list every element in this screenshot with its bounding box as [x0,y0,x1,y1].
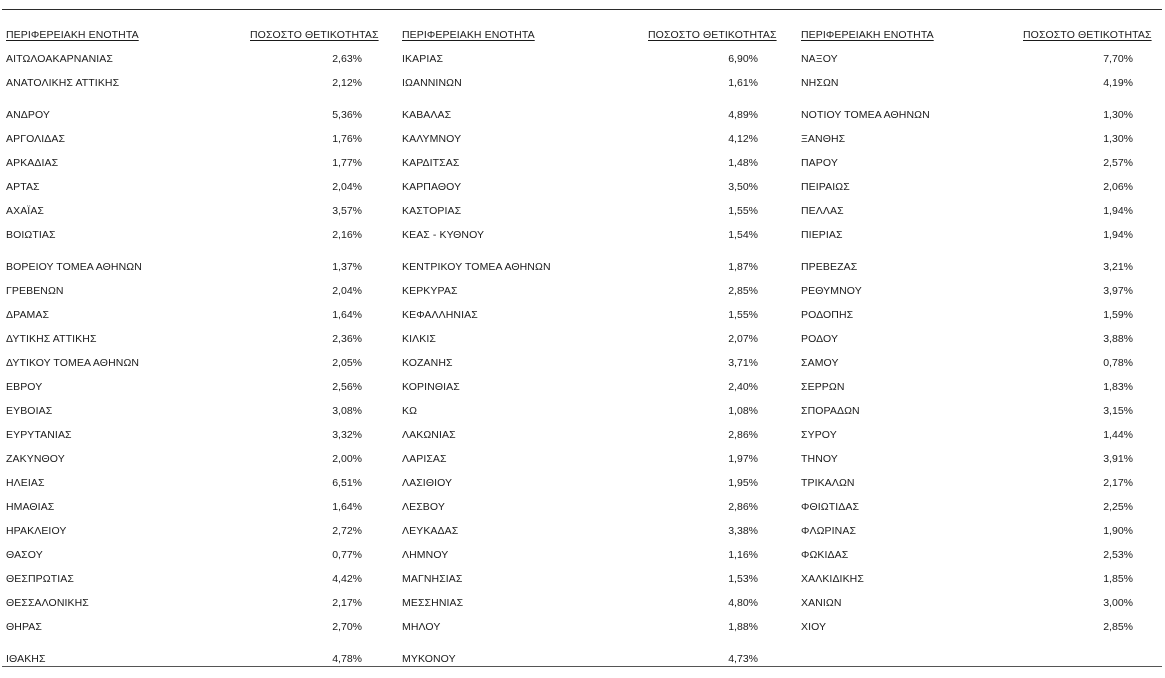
region-name: ΣΠΟΡΑΔΩΝ [801,405,860,417]
positivity-rate: 2,86% [728,501,758,513]
positivity-rate: 3,57% [332,205,362,217]
table-row [801,131,1133,147]
positivity-rate: 1,88% [728,621,758,633]
positivity-rate: 2,63% [332,53,362,65]
region-name: ΧΙΟΥ [801,621,827,633]
table-row [402,475,758,491]
table-row [6,499,362,515]
positivity-rate: 2,40% [728,381,758,393]
region-name: ΘΕΣΣΑΛΟΝΙΚΗΣ [6,597,89,609]
positivity-rate: 2,17% [332,597,362,609]
positivity-rate: 1,16% [728,549,758,561]
positivity-rate: 1,61% [728,77,758,89]
table-row [6,547,362,563]
table-row [402,227,758,243]
positivity-rate: 4,12% [728,133,758,145]
region-name: ΕΥΒΟΙΑΣ [6,405,53,417]
region-name: ΗΡΑΚΛΕΙΟΥ [6,525,67,537]
table-row [6,379,362,395]
table-row [801,75,1133,91]
table-row [402,107,758,123]
positivity-rate: 0,78% [1103,357,1133,369]
table-row [6,427,362,443]
positivity-rate: 1,44% [1103,429,1133,441]
positivity-rate: 1,77% [332,157,362,169]
header-region: ΠΕΡΙΦΕΡΕΙΑΚΗ ΕΝΟΤΗΤΑ [801,29,934,41]
region-name: ΡΕΘΥΜΝΟΥ [801,285,862,297]
region-name: ΔΥΤΙΚΟΥ ΤΟΜΕΑ ΑΘΗΝΩΝ [6,357,140,369]
table-row [801,331,1133,347]
table-row [402,451,758,467]
region-name: ΧΑΛΚΙΔΙΚΗΣ [801,573,864,585]
region-name: ΠΕΛΛΑΣ [801,205,844,217]
region-name: ΚΑΣΤΟΡΙΑΣ [402,205,462,217]
table-row [402,547,758,563]
region-name: ΔΥΤΙΚΗΣ ΑΤΤΙΚΗΣ [6,333,97,345]
positivity-rate: 1,64% [332,309,362,321]
region-name: ΙΩΑΝΝΙΝΩΝ [402,77,462,89]
positivity-rate: 1,08% [728,405,758,417]
table-row [801,451,1133,467]
table-row [402,595,758,611]
table-row [402,155,758,171]
positivity-rate: 1,87% [728,261,758,273]
positivity-rate: 3,21% [1103,261,1133,273]
header-positivity-rate: ΠΟΣΟΣΤΟ ΘΕΤΙΚΟΤΗΤΑΣ [250,29,379,41]
positivity-rate: 2,56% [332,381,362,393]
region-name: ΖΑΚΥΝΘΟΥ [6,453,65,465]
region-name: ΚΕΡΚΥΡΑΣ [402,285,458,297]
positivity-rate: 4,19% [1103,77,1133,89]
table-column-group-1 [6,27,379,665]
region-name: ΚΑΡΔΙΤΣΑΣ [402,157,460,169]
positivity-rate: 3,32% [332,429,362,441]
table-row [801,155,1133,171]
header-positivity-rate: ΠΟΣΟΣΤΟ ΘΕΤΙΚΟΤΗΤΑΣ [1023,29,1152,41]
positivity-rate: 2,00% [332,453,362,465]
region-name: ΑΧΑΪΑΣ [6,205,45,217]
region-name: ΒΟΡΕΙΟΥ ΤΟΜΕΑ ΑΘΗΝΩΝ [6,261,142,273]
region-name: ΚΕΑΣ - ΚΥΘΝΟΥ [402,229,485,241]
region-name: ΠΕΙΡΑΙΩΣ [801,181,850,193]
region-name: ΤΗΝΟΥ [801,453,838,465]
positivity-rate: 1,76% [332,133,362,145]
region-name: ΚΑΛΥΜΝΟΥ [402,133,462,145]
positivity-rate: 2,53% [1103,549,1133,561]
positivity-rate: 3,91% [1103,453,1133,465]
region-name: ΕΥΡΥΤΑΝΙΑΣ [6,429,72,441]
table-row [6,595,362,611]
positivity-rate: 2,57% [1103,157,1133,169]
region-name: ΛΕΣΒΟΥ [402,501,445,513]
table-row [6,475,362,491]
region-name: ΑΙΤΩΛΟΑΚΑΡΝΑΝΙΑΣ [6,53,113,65]
region-name: ΘΕΣΠΡΩΤΙΑΣ [6,573,74,585]
positivity-rate: 1,30% [1103,133,1133,145]
table-row [402,75,758,91]
positivity-rate: 1,59% [1103,309,1133,321]
table-row [402,131,758,147]
positivity-rate: 1,95% [728,477,758,489]
table-row [402,307,758,323]
table-row [801,547,1133,563]
region-name: ΘΗΡΑΣ [6,621,42,633]
table-row [6,571,362,587]
positivity-rate: 5,36% [332,109,362,121]
region-name: ΦΘΙΩΤΙΔΑΣ [801,501,860,513]
region-name: ΑΝΑΤΟΛΙΚΗΣ ΑΤΤΙΚΗΣ [6,77,120,89]
region-name: ΓΡΕΒΕΝΩΝ [6,285,64,297]
region-name: ΙΘΑΚΗΣ [6,653,46,665]
table-row [402,571,758,587]
region-name: ΑΡΓΟΛΙΔΑΣ [6,133,66,145]
positivity-rate: 3,38% [728,525,758,537]
table-row [6,75,362,91]
table-row [6,523,362,539]
table-row [801,379,1133,395]
table-row [801,475,1133,491]
positivity-rate: 1,94% [1103,229,1133,241]
region-name: ΛΑΣΙΘΙΟΥ [402,477,453,489]
region-name: ΜΗΛΟΥ [402,621,441,633]
region-name: ΠΑΡΟΥ [801,157,838,169]
table-row [402,331,758,347]
region-name: ΚΩ [402,405,418,417]
table-row [801,403,1133,419]
positivity-rate: 2,25% [1103,501,1133,513]
table-row [402,259,758,275]
table-row [801,51,1133,67]
positivity-rate: 1,53% [728,573,758,585]
region-name: ΕΒΡΟΥ [6,381,43,393]
positivity-rate: 2,05% [332,357,362,369]
region-name: ΝΗΣΩΝ [801,77,839,89]
table-bottom-rule [2,666,1162,667]
table-row [6,331,362,347]
positivity-rate: 4,78% [332,653,362,665]
positivity-rate: 1,64% [332,501,362,513]
header-positivity-rate: ΠΟΣΟΣΤΟ ΘΕΤΙΚΟΤΗΤΑΣ [648,29,777,41]
table-row [6,155,362,171]
positivity-rate: 1,97% [728,453,758,465]
positivity-rate: 0,77% [332,549,362,561]
table-row [402,355,758,371]
table-row [402,427,758,443]
positivity-rate: 4,73% [728,653,758,665]
table-top-rule [2,9,1162,10]
positivity-rate: 3,00% [1103,597,1133,609]
region-name: ΠΙΕΡΙΑΣ [801,229,843,241]
positivity-rate: 3,15% [1103,405,1133,417]
table-row [6,227,362,243]
table-row [801,571,1133,587]
header-region: ΠΕΡΙΦΕΡΕΙΑΚΗ ΕΝΟΤΗΤΑ [6,29,139,41]
positivity-rate: 4,42% [332,573,362,585]
positivity-rate: 1,90% [1103,525,1133,537]
region-name: ΛΗΜΝΟΥ [402,549,449,561]
table-row [6,651,362,667]
table-row [402,651,758,667]
region-name: ΛΑΚΩΝΙΑΣ [402,429,456,441]
table-row [801,107,1133,123]
positivity-rate: 3,71% [728,357,758,369]
table-row [402,523,758,539]
positivity-rate: 2,36% [332,333,362,345]
table-row [6,355,362,371]
region-name: ΛΕΥΚΑΔΑΣ [402,525,459,537]
positivity-rate: 1,55% [728,309,758,321]
table-row [6,451,362,467]
positivity-rate: 3,50% [728,181,758,193]
region-name: ΡΟΔΟΥ [801,333,839,345]
positivity-rate: 4,89% [728,109,758,121]
positivity-rate: 2,04% [332,285,362,297]
positivity-rate: 2,17% [1103,477,1133,489]
region-name: ΚΕΦΑΛΛΗΝΙΑΣ [402,309,478,321]
region-name: ΝΟΤΙΟΥ ΤΟΜΕΑ ΑΘΗΝΩΝ [801,109,930,121]
positivity-rate: 1,37% [332,261,362,273]
positivity-rate: 3,97% [1103,285,1133,297]
table-row [402,51,758,67]
table-row [402,283,758,299]
region-name: ΣΑΜΟΥ [801,357,839,369]
table-row [6,283,362,299]
region-name: ΚΕΝΤΡΙΚΟΥ ΤΟΜΕΑ ΑΘΗΝΩΝ [402,261,551,273]
table-row [801,227,1133,243]
region-name: ΗΜΑΘΙΑΣ [6,501,55,513]
table-row [801,355,1133,371]
table-row [402,499,758,515]
region-name: ΚΑΒΑΛΑΣ [402,109,452,121]
table-row [402,179,758,195]
region-name: ΑΝΔΡΟΥ [6,109,51,121]
positivity-rate: 2,72% [332,525,362,537]
table-row [402,403,758,419]
positivity-rate: 7,70% [1103,53,1133,65]
table-row [801,259,1133,275]
positivity-rate: 1,30% [1103,109,1133,121]
region-name: ΛΑΡΙΣΑΣ [402,453,447,465]
positivity-rate: 2,07% [728,333,758,345]
region-name: ΣΥΡΟΥ [801,429,837,441]
header-region: ΠΕΡΙΦΕΡΕΙΑΚΗ ΕΝΟΤΗΤΑ [402,29,535,41]
region-name: ΚΟΖΑΝΗΣ [402,357,453,369]
positivity-rate: 2,86% [728,429,758,441]
table-row [6,131,362,147]
region-name: ΑΡΤΑΣ [6,181,40,193]
region-name: ΘΑΣΟΥ [6,549,43,561]
table-column-group-2 [402,27,777,665]
positivity-rate: 2,70% [332,621,362,633]
table-row [801,523,1133,539]
region-name: ΝΑΞΟΥ [801,53,838,65]
table-row [801,179,1133,195]
positivity-rate: 1,94% [1103,205,1133,217]
table-row [801,427,1133,443]
positivity-rate: 2,16% [332,229,362,241]
region-name: ΜΕΣΣΗΝΙΑΣ [402,597,464,609]
positivity-rate: 2,04% [332,181,362,193]
table-row [402,379,758,395]
positivity-rate: 2,85% [728,285,758,297]
positivity-rate: 3,08% [332,405,362,417]
positivity-rate: 1,83% [1103,381,1133,393]
positivity-rate: 6,90% [728,53,758,65]
table-row [801,619,1133,635]
region-name: ΠΡΕΒΕΖΑΣ [801,261,858,273]
table-row [6,403,362,419]
region-name: ΦΛΩΡΙΝΑΣ [801,525,857,537]
region-name: ΦΩΚΙΔΑΣ [801,549,849,561]
positivity-rate: 1,54% [728,229,758,241]
positivity-rate: 2,85% [1103,621,1133,633]
table-row [801,283,1133,299]
table-row [6,259,362,275]
table-row [6,179,362,195]
region-name: ΒΟΙΩΤΙΑΣ [6,229,56,241]
positivity-rate: 1,48% [728,157,758,169]
table-row [801,203,1133,219]
table-row [6,203,362,219]
table-row [402,203,758,219]
table-row [6,51,362,67]
region-name: ΧΑΝΙΩΝ [801,597,842,609]
positivity-rate: 6,51% [332,477,362,489]
region-name: ΤΡΙΚΑΛΩΝ [801,477,855,489]
table-row [6,107,362,123]
region-name: ΔΡΑΜΑΣ [6,309,50,321]
positivity-rate: 2,12% [332,77,362,89]
region-name: ΙΚΑΡΙΑΣ [402,53,444,65]
region-name: ΗΛΕΙΑΣ [6,477,45,489]
region-name: ΑΡΚΑΔΙΑΣ [6,157,59,169]
positivity-rate: 2,06% [1103,181,1133,193]
region-name: ΚΟΡΙΝΘΙΑΣ [402,381,460,393]
table-row [6,619,362,635]
region-name: ΜΥΚΟΝΟΥ [402,653,456,665]
region-name: ΜΑΓΝΗΣΙΑΣ [402,573,463,585]
region-name: ΞΑΝΘΗΣ [801,133,846,145]
table-row [402,619,758,635]
table-row [801,499,1133,515]
positivity-rate: 1,55% [728,205,758,217]
region-name: ΡΟΔΟΠΗΣ [801,309,854,321]
table-row [801,595,1133,611]
region-name: ΚΑΡΠΑΘΟΥ [402,181,462,193]
positivity-rate: 4,80% [728,597,758,609]
table-row [6,307,362,323]
positivity-rate: 3,88% [1103,333,1133,345]
region-name: ΚΙΛΚΙΣ [402,333,436,345]
positivity-rate: 1,85% [1103,573,1133,585]
table-column-group-3 [801,27,1152,657]
region-name: ΣΕΡΡΩΝ [801,381,845,393]
table-row [801,307,1133,323]
